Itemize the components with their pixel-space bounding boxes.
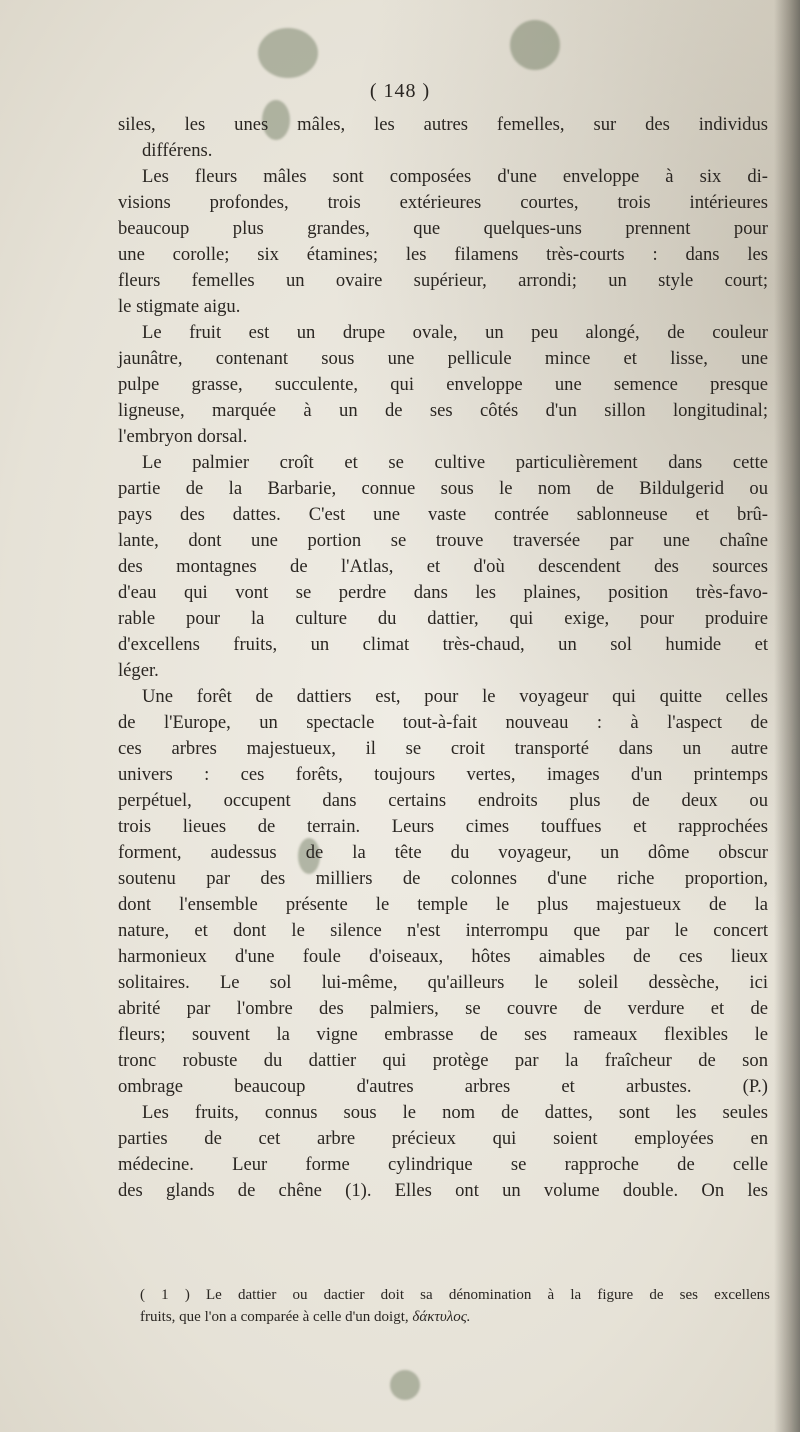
text-line: médecine. Leur forme cylindrique se rapproche de celle <box>118 1154 768 1175</box>
text-line: d'excellens fruits, un climat très-chaud, un sol humide et <box>118 634 768 655</box>
text-line: fleurs femelles un ovaire supérieur, arrondi; un style court; <box>118 270 768 291</box>
footnote-line: ( 1 ) Le dattier ou dactier doit sa dénomination à la figure de ses excellens <box>140 1287 770 1303</box>
footnote-line <box>140 1306 770 1328</box>
page-number: ( 148 ) <box>369 80 431 102</box>
text-line: l'embryon dorsal. <box>118 426 248 447</box>
text-line: ombrage beaucoup d'autres arbres et arbustes. (P.) <box>118 1076 768 1097</box>
text-line: partie de la Barbarie, connue sous le nom de Bildulgerid ou <box>118 478 768 499</box>
text-line: parties de cet arbre précieux qui soient employées en <box>118 1128 768 1149</box>
text-line: ces arbres majestueux, il se croit transporté dans un autre <box>118 738 768 759</box>
text-line: nature, et dont le silence n'est interrompu que par le concert <box>118 920 768 941</box>
text-line: siles, les unes mâles, les autres femelles, sur des individus <box>118 114 768 135</box>
body-text <box>118 112 768 1204</box>
page-edge-shadow <box>774 0 800 1432</box>
text-line: d'eau qui vont se perdre dans les plaines, position très-favo- <box>118 582 768 603</box>
text-line: le stigmate aigu. <box>118 296 241 317</box>
text-line: univers : ces forêts, toujours vertes, images d'un printemps <box>118 764 768 785</box>
text-line: ligneuse, marquée à un de ses côtés d'un sillon longitudinal; <box>118 400 768 421</box>
text-line: pulpe grasse, succulente, qui enveloppe une semence presque <box>118 374 768 395</box>
text-line: abrité par l'ombre des palmiers, se couvre de verdure et de <box>118 998 768 1019</box>
text-line: pays des dattes. C'est une vaste contrée sablonneuse et brû- <box>118 504 768 525</box>
text-line: de l'Europe, un spectacle tout-à-fait nouveau : à l'aspect de <box>118 712 768 733</box>
text-line: forment, audessus de la tête du voyageur, un dôme obscur <box>118 842 768 863</box>
text-line: Le palmier croît et se cultive particulièrement dans cette <box>142 452 768 473</box>
text-line: perpétuel, occupent dans certains endroits plus de deux ou <box>118 790 768 811</box>
footnote-text: fruits, que l'on a comparée à celle d'un doigt, <box>140 1309 409 1325</box>
text-line: une corolle; six étamines; les filamens très-courts : dans les <box>118 244 768 265</box>
text-line: Les fruits, connus sous le nom de dattes, sont les seules <box>142 1102 768 1123</box>
text-line: fleurs; souvent la vigne embrasse de ses rameaux flexibles le <box>118 1024 768 1045</box>
text-line: des montagnes de l'Atlas, et d'où descendent des sources <box>118 556 768 577</box>
text-line: des glands de chêne (1). Elles ont un volume double. On les <box>118 1180 768 1201</box>
text-line: rable pour la culture du dattier, qui exige, pour produire <box>118 608 768 629</box>
text-line: jaunâtre, contenant sous une pellicule mince et lisse, une <box>118 348 768 369</box>
text-line: tronc robuste du dattier qui protège par la fraîcheur de son <box>118 1050 768 1071</box>
text-line: Le fruit est un drupe ovale, un peu alongé, de couleur <box>142 322 768 343</box>
text-line: lante, dont une portion se trouve traversée par une chaîne <box>118 530 768 551</box>
text-line: solitaires. Le sol lui-même, qu'ailleurs le soleil dessèche, ici <box>118 972 768 993</box>
text-line: harmonieux d'une foule d'oiseaux, hôtes aimables de ces lieux <box>118 946 768 967</box>
foxing-stain <box>510 20 560 70</box>
text-line: dont l'ensemble présente le temple le plus majestueux de la <box>118 894 768 915</box>
foxing-stain <box>390 1370 420 1400</box>
text-line: visions profondes, trois extérieures courtes, trois intérieures <box>118 192 768 213</box>
text-line: beaucoup plus grandes, que quelques-uns prennent pour <box>118 218 768 239</box>
text-line: trois lieues de terrain. Leurs cimes touffues et rapprochées <box>118 816 768 837</box>
text-line: Les fleurs mâles sont composées d'une enveloppe à six di- <box>142 166 768 187</box>
text-line: soutenu par des milliers de colonnes d'une riche proportion, <box>118 868 768 889</box>
text-line: Une forêt de dattiers est, pour le voyageur qui quitte celles <box>142 686 768 707</box>
text-line: différens. <box>142 140 213 161</box>
footnote <box>140 1284 770 1328</box>
text-line: léger. <box>118 660 159 681</box>
foxing-stain <box>258 28 318 78</box>
footnote-greek-word: δάκτυλος. <box>412 1309 471 1325</box>
